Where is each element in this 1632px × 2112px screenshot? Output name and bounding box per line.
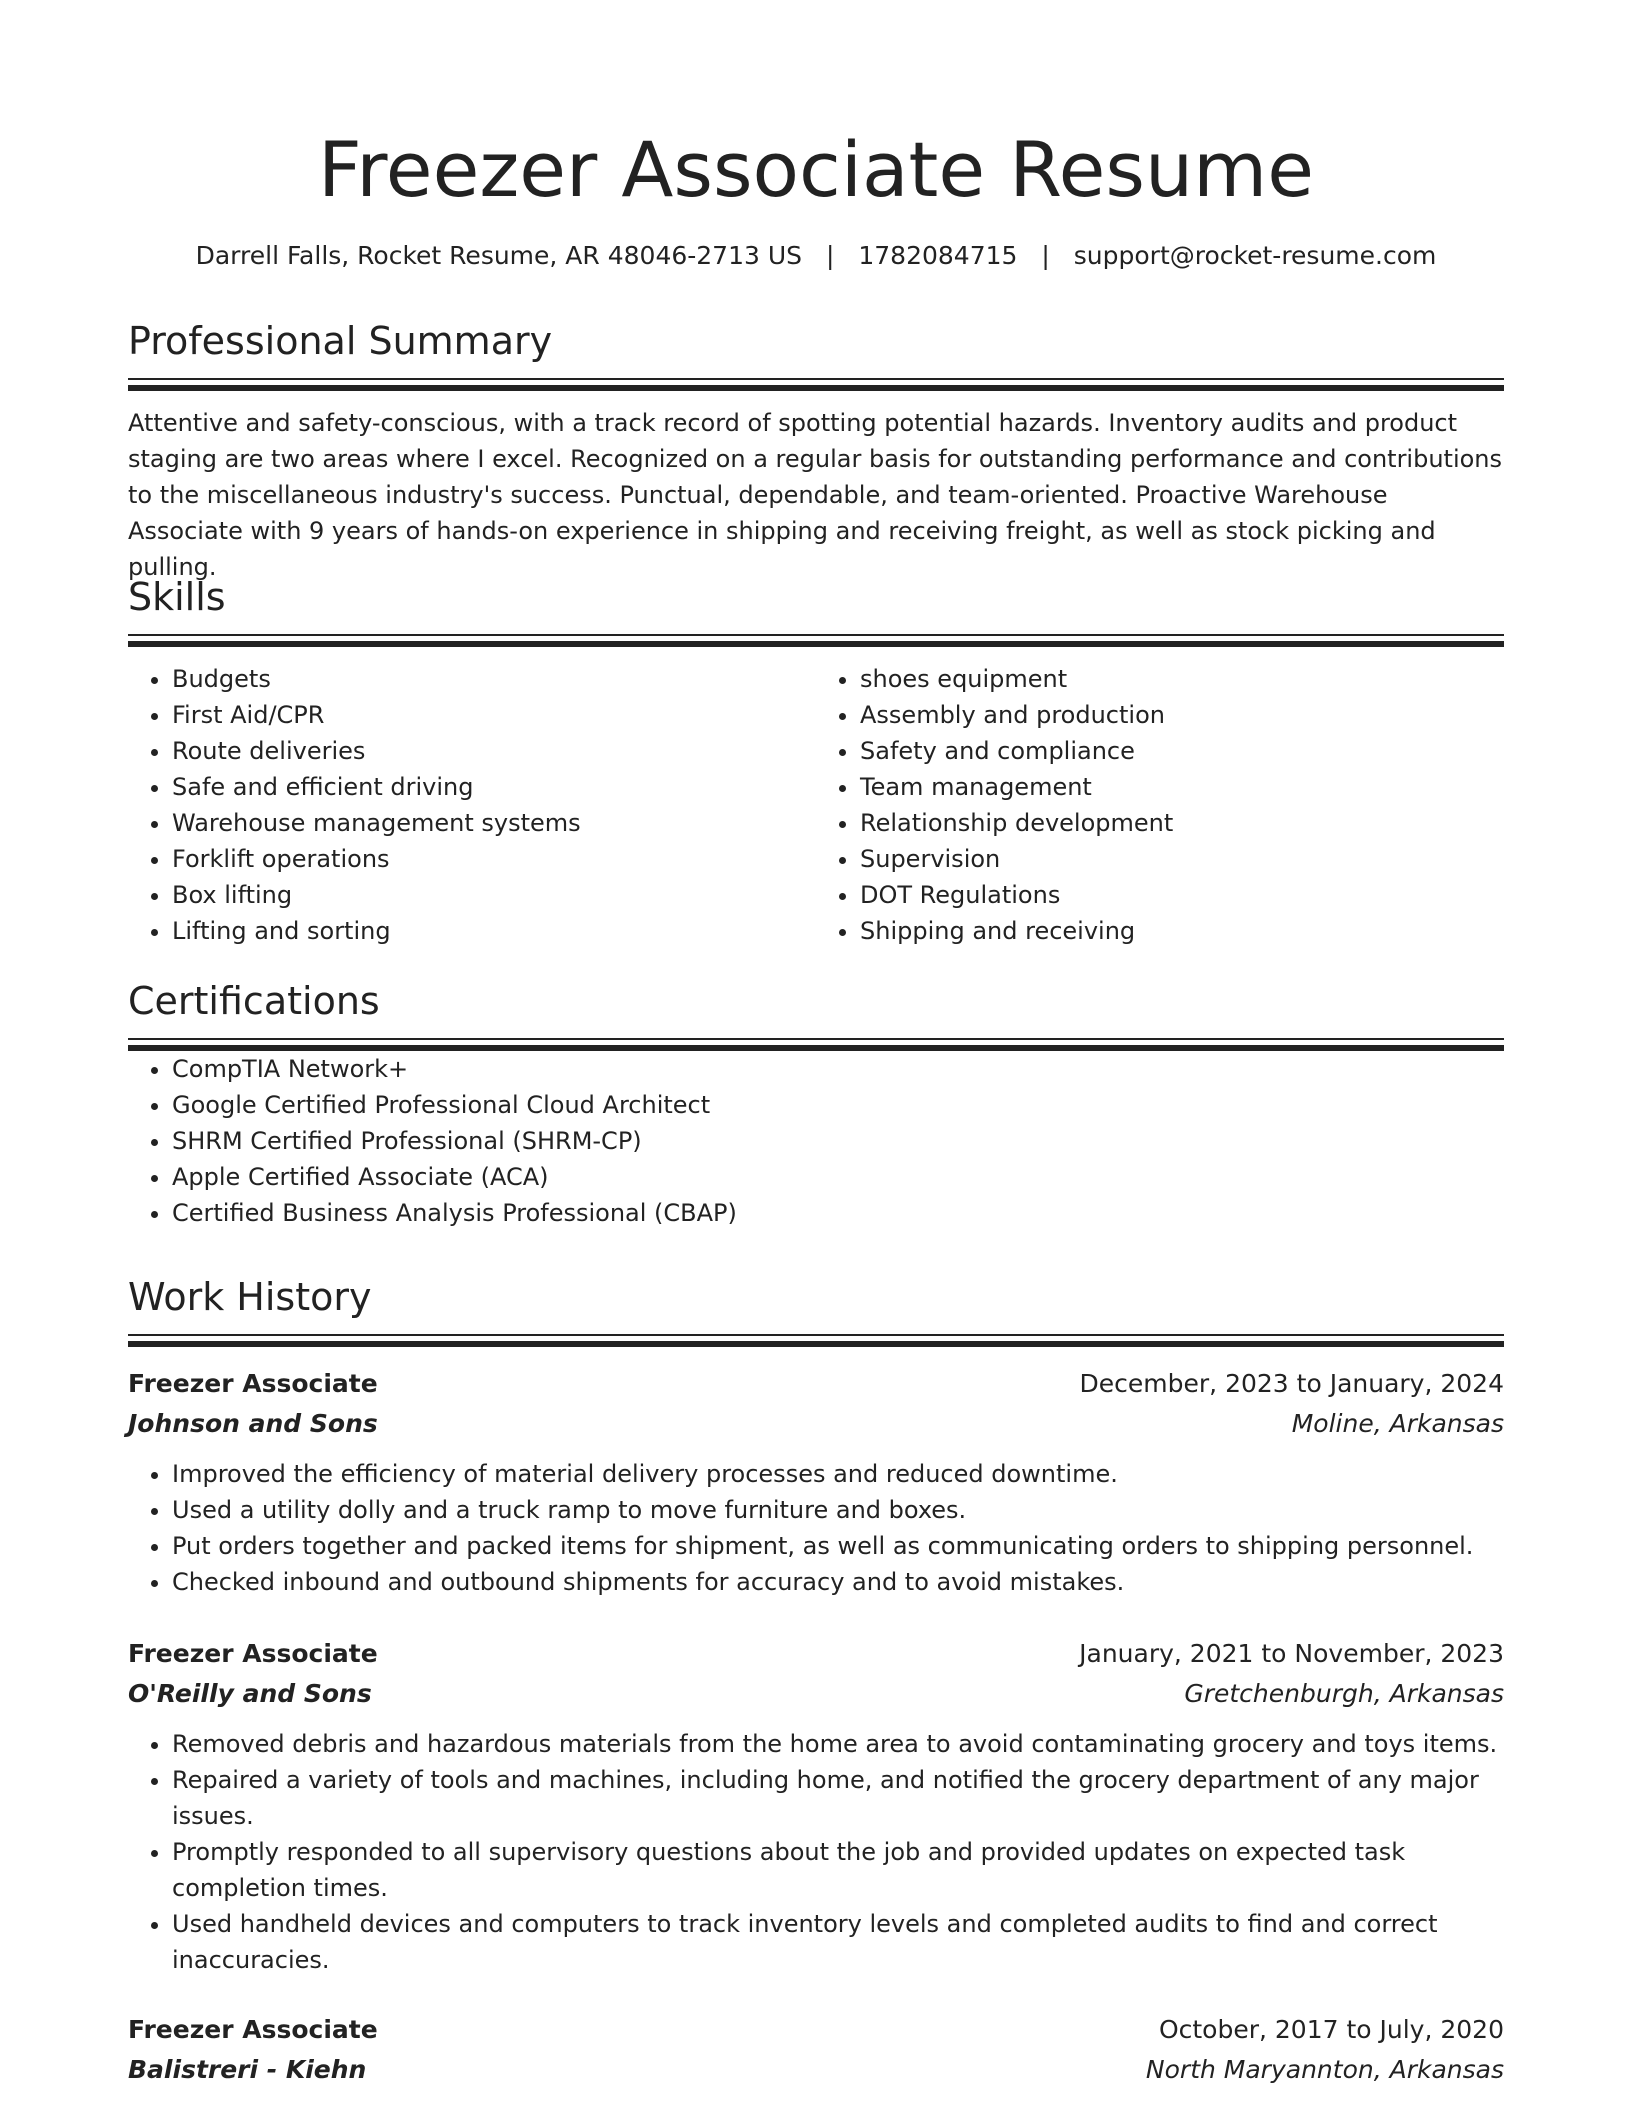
skills-list-right: [816, 661, 1504, 949]
skills-section: [128, 572, 1504, 949]
job-bullet: • Put orders together and packed items for shipment, as well as communicating orders to shipping personnel.: [172, 1528, 1504, 1564]
section-divider: [128, 1334, 1504, 1336]
section-divider: [128, 378, 1504, 380]
skill-item: • Team management: [860, 769, 1504, 805]
certification-item: • CompTIA Network+: [172, 1051, 1504, 1087]
job-bullet: • Used a utility dolly and a truck ramp to move furniture and boxes.: [172, 1492, 1504, 1528]
skill-item: • Lifting and sorting: [172, 913, 816, 949]
job-dates: October, 2017 to July, 2020: [1158, 2015, 1504, 2044]
contact-address: Darrell Falls, Rocket Resume, AR 48046-2713 US: [195, 241, 803, 270]
skill-item: • Supervision: [860, 841, 1504, 877]
skill-item: • shoes equipment: [860, 661, 1504, 697]
job-entry: [128, 1364, 1504, 1600]
contact-separator: |: [1041, 241, 1050, 270]
skill-item: • Relationship development: [860, 805, 1504, 841]
certification-item: • Google Certified Professional Cloud Architect: [172, 1087, 1504, 1123]
job-bullet: • Improved the efficiency of material delivery processes and reduced downtime.: [172, 1456, 1504, 1492]
section-divider: [128, 1038, 1504, 1040]
certifications-list: [128, 1051, 1504, 1231]
summary-text: Attentive and safety-conscious, with a track record of spotting potential hazards. Inventory audits and product staging are two areas where I excel. Recognized on a regular basis for outstanding performance and contributions to the miscellaneous industry's success. Punctual, dependable, and team-oriented. Proactive Warehouse Associate with 9 years of hands-on experience in shipping and receiving freight, as well as stock picking and pulling.: [128, 409, 1503, 581]
job-title: Freezer Associate: [128, 1639, 378, 1668]
job-subheader-row: [128, 2050, 1504, 2090]
job-company: Johnson and Sons: [128, 1409, 378, 1438]
section-divider: [128, 641, 1504, 647]
skill-item: • DOT Regulations: [860, 877, 1504, 913]
skill-item: • Route deliveries: [172, 733, 816, 769]
summary-heading: Professional Summary: [128, 319, 553, 363]
job-bullets: [128, 1456, 1504, 1600]
certification-item: • Certified Business Analysis Professional (CBAP): [172, 1195, 1504, 1231]
contact-line: [128, 238, 1504, 274]
job-bullet: • Removed debris and hazardous materials from the home area to avoid contaminating grocery and toys items.: [172, 1726, 1504, 1762]
work-history-section: [128, 1272, 1504, 1347]
summary-section: [128, 316, 1504, 585]
job-bullet: • Used handheld devices and computers to track inventory levels and completed audits to find and correct inaccuracies.: [172, 1906, 1504, 1978]
skill-item: • Safe and efficient driving: [172, 769, 816, 805]
job-location: North Maryannton, Arkansas: [1145, 2055, 1504, 2084]
skill-item: • Warehouse management systems: [172, 805, 816, 841]
skill-item: • First Aid/CPR: [172, 697, 816, 733]
skill-item: • Safety and compliance: [860, 733, 1504, 769]
skill-item: • Shipping and receiving: [860, 913, 1504, 949]
job-entry: [128, 2010, 1504, 2090]
section-divider: [128, 634, 1504, 636]
job-header-row: [128, 1634, 1504, 1674]
job-bullet: • Repaired a variety of tools and machines, including home, and notified the grocery department of any major issues.: [172, 1762, 1504, 1834]
contact-separator: |: [825, 241, 835, 270]
skills-columns: [128, 661, 1504, 949]
job-subheader-row: [128, 1404, 1504, 1444]
job-company: O'Reilly and Sons: [128, 1679, 372, 1708]
skills-list-left: [128, 661, 816, 949]
skill-item: • Assembly and production: [860, 697, 1504, 733]
job-entry: [128, 1634, 1504, 1978]
job-title: Freezer Associate: [128, 2015, 378, 2044]
contact-email: support@rocket-resume.com: [1073, 241, 1437, 270]
certification-item: • SHRM Certified Professional (SHRM-CP): [172, 1123, 1504, 1159]
job-header-row: [128, 2010, 1504, 2050]
job-bullet: • Checked inbound and outbound shipments for accuracy and to avoid mistakes.: [172, 1564, 1504, 1600]
skill-item: • Forklift operations: [172, 841, 816, 877]
job-company: Balistreri - Kiehn: [128, 2055, 367, 2084]
certification-item: • Apple Certified Associate (ACA): [172, 1159, 1504, 1195]
job-header-row: [128, 1364, 1504, 1404]
section-divider: [128, 385, 1504, 391]
skill-item: • Budgets: [172, 661, 816, 697]
certifications-heading: Certifications: [128, 979, 380, 1023]
job-bullets: [128, 1726, 1504, 1978]
certifications-section: [128, 976, 1504, 1231]
job-bullet: • Promptly responded to all supervisory questions about the job and provided updates on expected task completion times.: [172, 1834, 1504, 1906]
work-history-heading: Work History: [128, 1275, 372, 1319]
resume-title: Freezer Associate Resume: [318, 125, 1314, 214]
contact-phone: 1782084715: [858, 241, 1018, 270]
skills-heading: Skills: [128, 575, 226, 619]
job-dates: January, 2021 to November, 2023: [1079, 1639, 1504, 1668]
skill-item: • Box lifting: [172, 877, 816, 913]
job-dates: December, 2023 to January, 2024: [1079, 1369, 1504, 1398]
section-divider: [128, 1341, 1504, 1347]
job-subheader-row: [128, 1674, 1504, 1714]
job-location: Moline, Arkansas: [1291, 1409, 1504, 1438]
job-title: Freezer Associate: [128, 1369, 378, 1398]
job-location: Gretchenburgh, Arkansas: [1184, 1679, 1504, 1708]
